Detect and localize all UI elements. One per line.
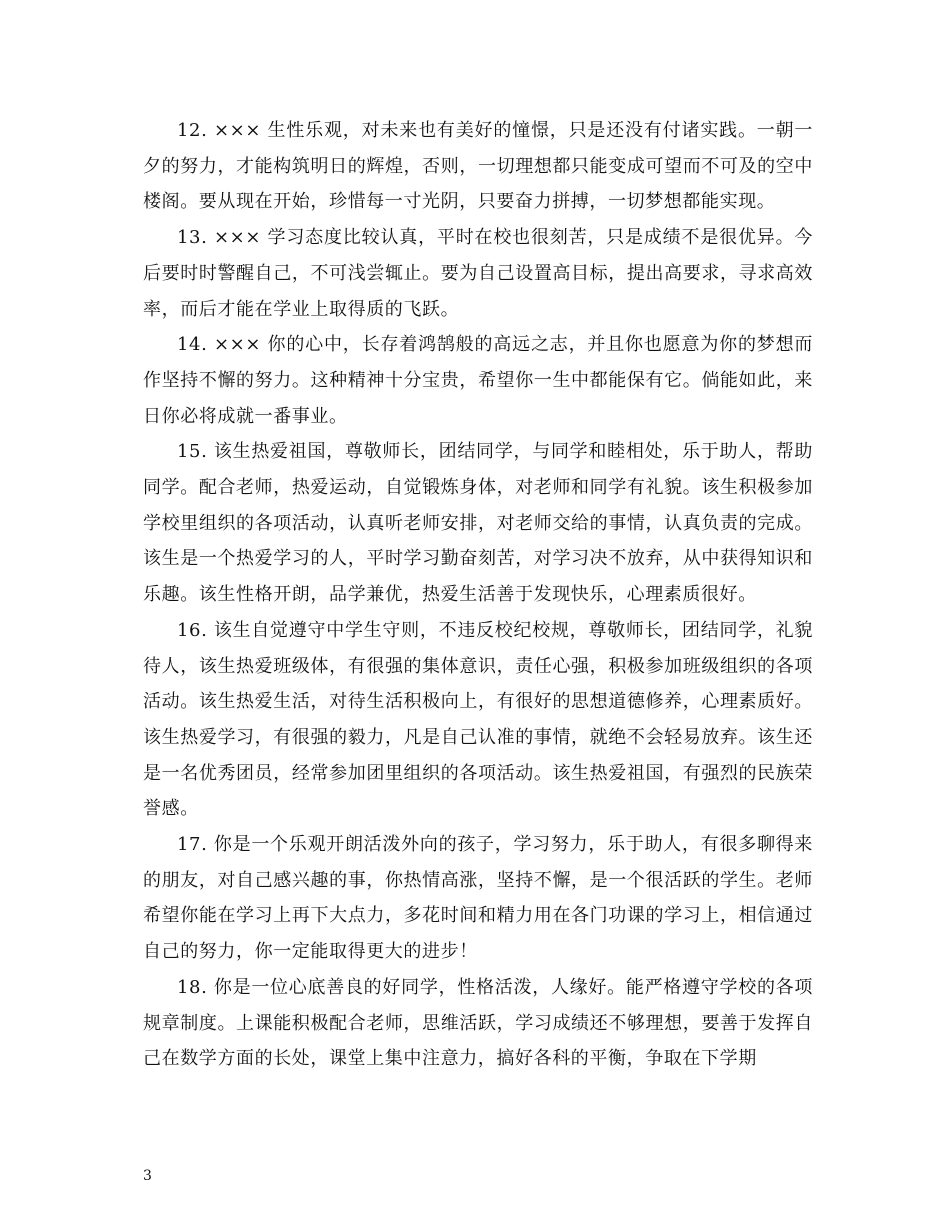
page-number: 3 — [143, 1168, 152, 1184]
comment-paragraph-14: 14. ××× 你的心中，长存着鸿鹄般的高远之志，并且你也愿意为你的梦想而作坚持不懈的努力。这种精神十分宝贵，希望你一生中都能保有它。倘能如此，来日你必将成就一番事业。 — [143, 334, 813, 427]
comment-paragraph-15: 15. 该生热爱祖国，尊敬师长，团结同学，与同学和睦相处，乐于助人，帮助同学。配合老师，热爱运动，自觉锻炼身体，对老师和同学有礼貌。该生积极参加学校里组织的各项活动，认真听老师安排，对老师交给的事情，认真负责的完成。该生是一个热爱学习的人，平时学习勤奋刻苦，对学习决不放弃，从中获得知识和乐趣。该生性格开朗，品学兼优，热爱生活善于发现快乐，心理素质很好。 — [143, 441, 813, 606]
comment-paragraph-16: 16. 该生自觉遵守中学生守则，不违反校纪校规，尊敬师长，团结同学，礼貌待人，该生热爱班级体，有很强的集体意识，责任心强，积极参加班级组织的各项活动。该生热爱生活，对待生活积极向上，有很好的思想道德修养，心理素质好。该生热爱学习，有很强的毅力，凡是自己认准的事情，就绝不会轻易放弃。该生还是一名优秀团员，经常参加团里组织的各项活动。该生热爱祖国，有强烈的民族荣誉感。 — [143, 619, 813, 820]
comment-paragraph-13: 13. ××× 学习态度比较认真，平时在校也很刻苦，只是成绩不是很优异。今后要时时警醒自己，不可浅尝辄止。要为自己设置高目标，提出高要求，寻求高效率，而后才能在学业上取得质的飞跃。 — [143, 227, 813, 320]
comment-paragraph-18: 18. 你是一位心底善良的好同学，性格活泼，人缘好。能严格遵守学校的各项规章制度。上课能积极配合老师，思维活跃，学习成绩还不够理想，要善于发挥自己在数学方面的长处，课堂上集中注意力，搞好各科的平衡，争取在下学期 — [143, 976, 813, 1070]
comment-paragraph-12: 12. ××× 生性乐观，对未来也有美好的憧憬，只是还没有付诸实践。一朝一夕的努力，才能构筑明日的辉煌，否则，一切理想都只能变成可望而不可及的空中楼阁。要从现在开始，珍惜每一寸光阴，只要奋力拼搏，一切梦想都能实现。 — [143, 120, 813, 213]
comment-paragraph-17: 17. 你是一个乐观开朗活泼外向的孩子，学习努力，乐于助人，有很多聊得来的朋友，对自己感兴趣的事，你热情高涨，坚持不懈，是一个很活跃的学生。老师希望你能在学习上再下大点力，多花时间和精力用在各门功课的学习上，相信通过自己的努力，你一定能取得更大的进步！ — [143, 834, 813, 963]
document-body — [143, 113, 813, 1077]
